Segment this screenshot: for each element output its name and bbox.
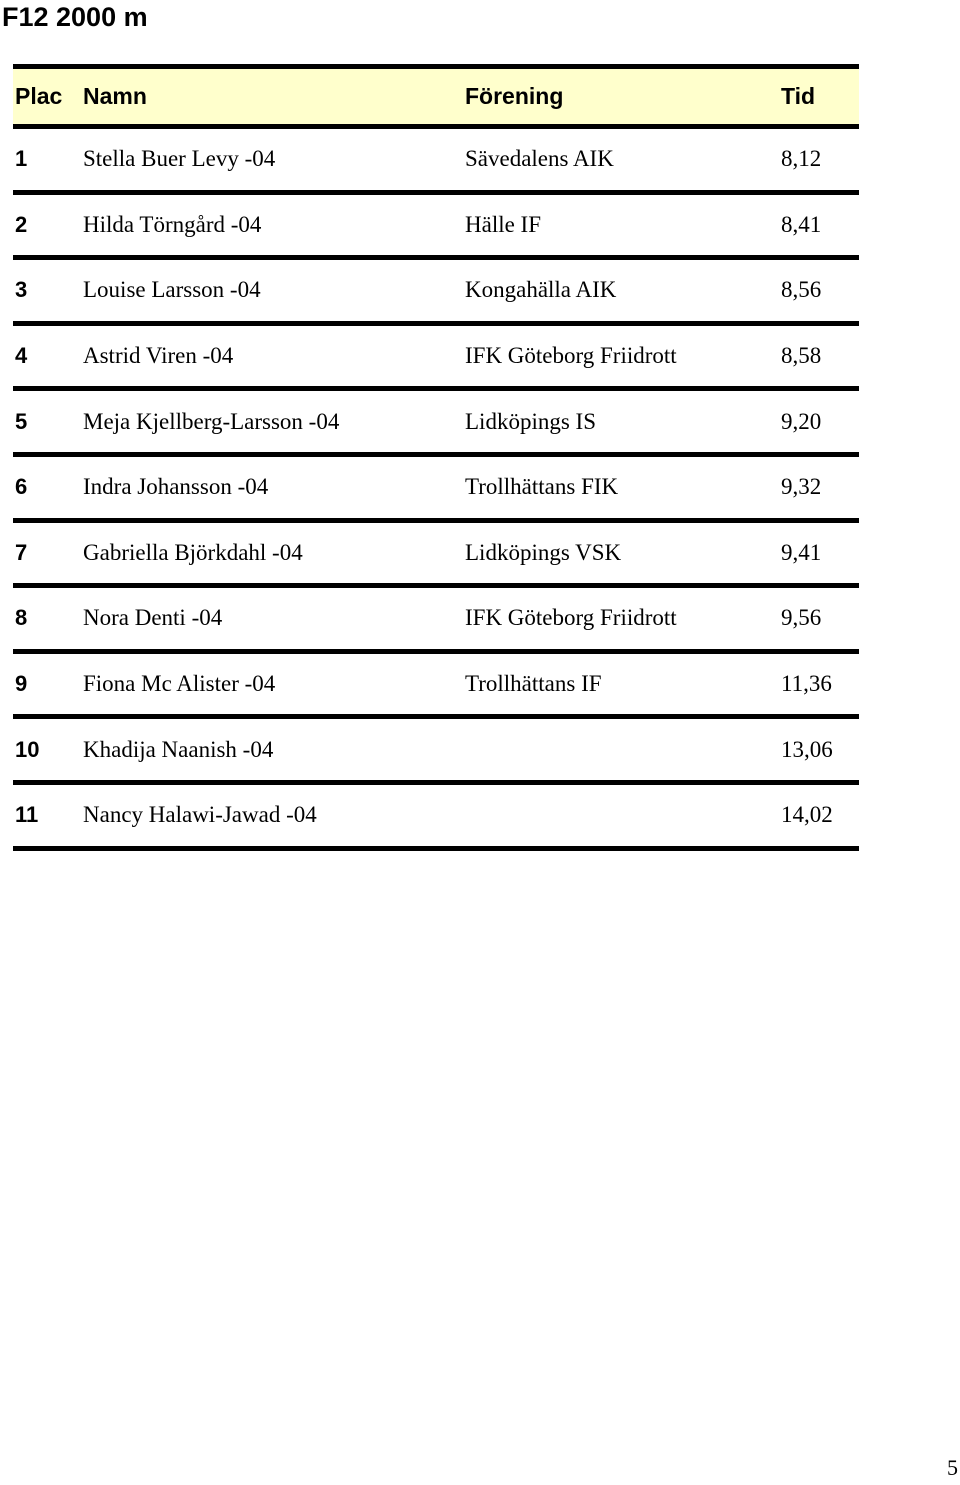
cell-namn: Nora Denti -04 xyxy=(83,605,223,631)
cell-forening: Lidköpings IS xyxy=(465,408,596,434)
table-row xyxy=(13,523,859,589)
cell-tid: 8,12 xyxy=(781,146,822,172)
results-table xyxy=(13,64,859,851)
table-row xyxy=(13,588,859,654)
table-row xyxy=(13,391,859,457)
page-number: 5 xyxy=(947,1455,958,1480)
table-row xyxy=(13,260,859,326)
cell-tid: 9,32 xyxy=(781,474,822,500)
cell-tid: 13,06 xyxy=(781,736,833,762)
cell-forening: IFK Göteborg Friidrott xyxy=(465,605,677,631)
table-row xyxy=(13,785,859,851)
cell-plac: 3 xyxy=(15,277,28,303)
cell-forening: Hälle IF xyxy=(465,211,542,237)
cell-tid: 11,36 xyxy=(781,671,832,697)
page-title: F12 2000 m xyxy=(2,2,148,32)
table-header-row xyxy=(13,64,859,129)
cell-namn: Indra Johansson -04 xyxy=(83,474,269,500)
cell-forening: Lidköpings VSK xyxy=(465,539,622,565)
cell-tid: 8,56 xyxy=(781,277,822,303)
cell-forening: Kongahälla AIK xyxy=(465,277,617,303)
header-tid: Tid xyxy=(781,83,816,109)
header-namn: Namn xyxy=(83,83,147,109)
cell-namn: Fiona Mc Alister -04 xyxy=(83,671,276,697)
table-row xyxy=(13,195,859,261)
cell-tid: 8,41 xyxy=(781,211,822,237)
cell-tid: 8,58 xyxy=(781,343,822,369)
header-forening: Förening xyxy=(465,83,564,109)
table-row xyxy=(13,719,859,785)
table-row xyxy=(13,457,859,523)
cell-plac: 10 xyxy=(15,736,40,762)
cell-plac: 5 xyxy=(15,408,28,434)
cell-tid: 9,41 xyxy=(781,539,822,565)
cell-plac: 7 xyxy=(15,539,28,565)
table-row xyxy=(13,129,859,195)
cell-namn: Nancy Halawi-Jawad -04 xyxy=(83,802,317,828)
cell-plac: 9 xyxy=(15,671,28,697)
cell-tid: 9,20 xyxy=(781,408,822,434)
cell-namn: Astrid Viren -04 xyxy=(83,343,234,369)
cell-forening: Trollhättans IF xyxy=(465,671,602,697)
table-row xyxy=(13,326,859,392)
cell-namn: Hilda Törngård -04 xyxy=(83,211,262,237)
cell-namn: Khadija Naanish -04 xyxy=(83,736,274,762)
cell-plac: 2 xyxy=(15,211,28,237)
cell-tid: 9,56 xyxy=(781,605,822,631)
table-row xyxy=(13,654,859,720)
cell-namn: Stella Buer Levy -04 xyxy=(83,146,276,172)
cell-forening: IFK Göteborg Friidrott xyxy=(465,343,677,369)
cell-forening: Sävedalens AIK xyxy=(465,146,614,172)
cell-namn: Louise Larsson -04 xyxy=(83,277,261,303)
cell-namn: Meja Kjellberg-Larsson -04 xyxy=(83,408,340,434)
cell-namn: Gabriella Björkdahl -04 xyxy=(83,539,303,565)
header-plac: Plac xyxy=(15,83,63,109)
cell-forening: Trollhättans FIK xyxy=(465,474,619,500)
cell-tid: 14,02 xyxy=(781,802,833,828)
cell-plac: 4 xyxy=(15,343,28,369)
cell-plac: 11 xyxy=(15,802,39,828)
cell-plac: 6 xyxy=(15,474,28,500)
cell-plac: 8 xyxy=(15,605,28,631)
cell-plac: 1 xyxy=(15,146,28,172)
